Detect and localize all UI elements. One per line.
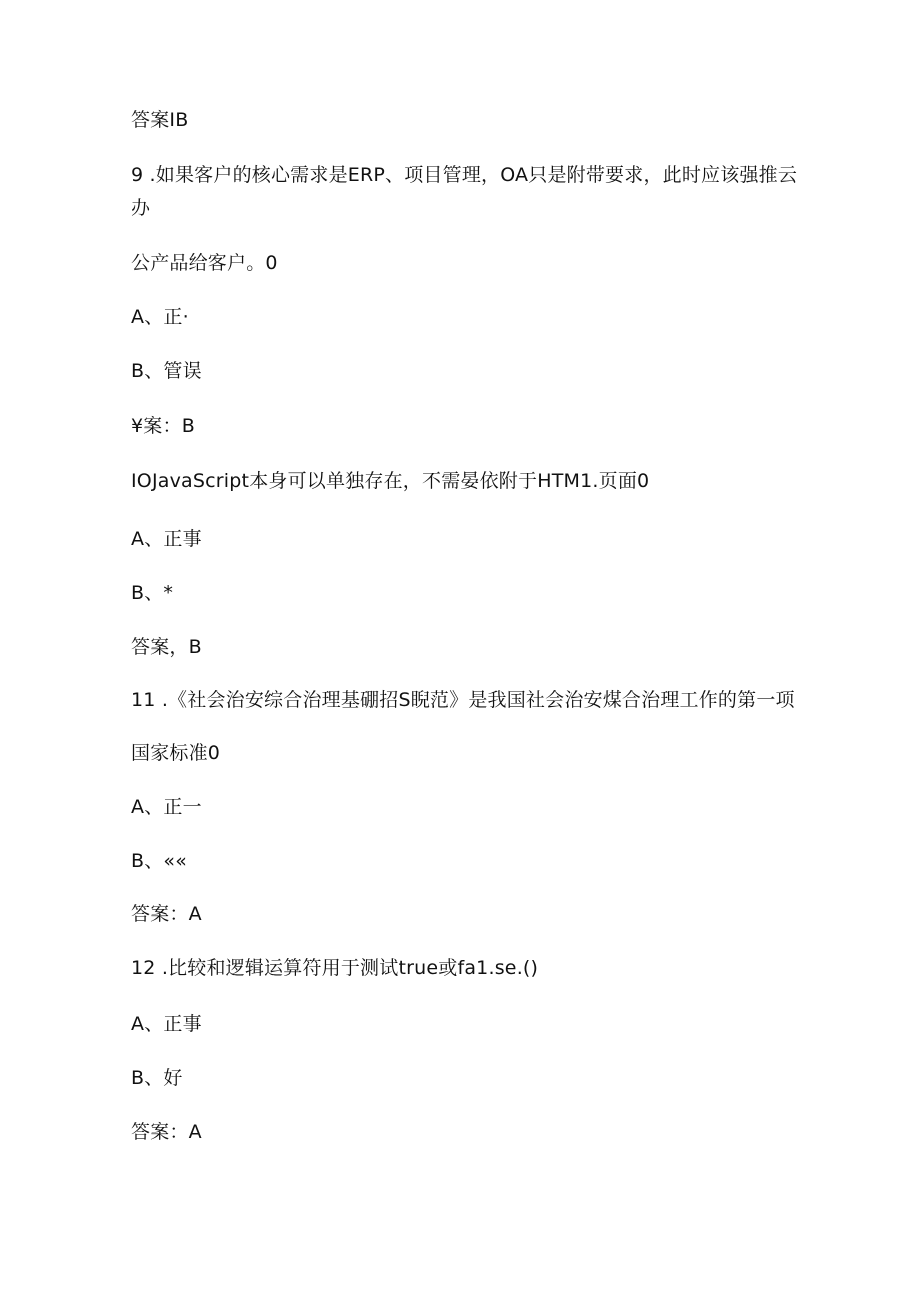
question-9-text-continued: 公产品给客户。0 xyxy=(131,252,278,274)
answer-line-11: 答案：A xyxy=(131,903,202,925)
answer-line-12: 答案：A xyxy=(131,1121,202,1143)
question-10-text: IOJavaScript本身可以单独存在，不需晏依附于HTM1.页面0 xyxy=(131,470,650,492)
question-12-text: 12 .比较和逻辑运算符用于测试true或fa1.se.() xyxy=(131,957,539,979)
question-12-option-a: A、正事 xyxy=(131,1013,202,1035)
question-11-option-b: B、«« xyxy=(131,850,188,872)
question-9-text-wrap: 办 xyxy=(131,197,151,219)
answer-line-8: 答案IB xyxy=(131,109,189,131)
question-11-text-continued: 国家标准0 xyxy=(131,742,221,764)
answer-line-10: 答案，B xyxy=(131,636,202,658)
answer-line-9: ¥案：B xyxy=(131,415,195,437)
question-11-option-a: A、正一 xyxy=(131,796,202,818)
question-11-text: 11 .《社会治安综合治理基硼招S睨范》是我国社会治安煤合治理工作的第一项 xyxy=(131,689,795,711)
question-9-option-a: A、正· xyxy=(131,306,189,328)
question-9-text: 9 .如果客户的核心需求是ERP、项目管理，OA只是附带要求，此时应该强推云 xyxy=(131,164,798,186)
question-10-option-a: A、正事 xyxy=(131,528,202,550)
question-10-option-b: B、* xyxy=(131,582,174,604)
question-9-option-b: B、管误 xyxy=(131,360,202,382)
question-12-option-b: B、好 xyxy=(131,1067,183,1089)
